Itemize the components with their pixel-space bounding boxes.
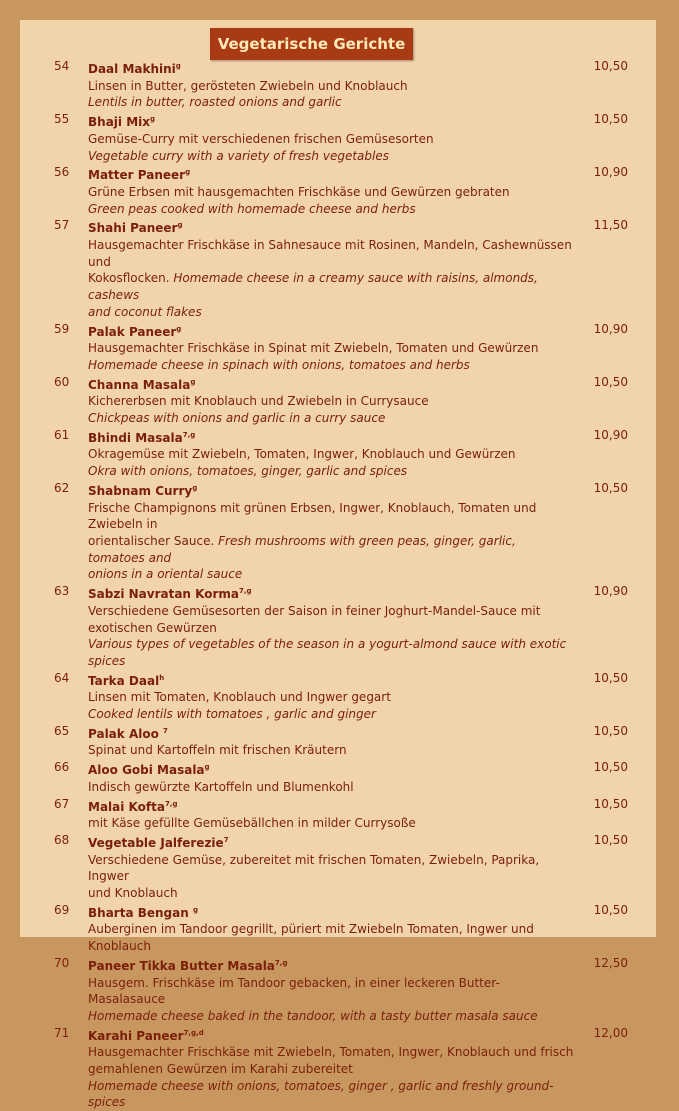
item-price: 10,50 xyxy=(593,480,628,495)
description-german: Frische Champignons mit grünen Erbsen, Ingwer, Knoblauch, Tomaten und Zwiebeln in xyxy=(88,500,537,532)
item-body xyxy=(88,217,576,320)
menu-item xyxy=(20,321,656,374)
item-price: 11,50 xyxy=(593,218,628,233)
item-body xyxy=(88,759,576,795)
description-english: Homemade cheese with onions, tomatoes, ginger , garlic and freshly ground-spices xyxy=(88,1078,554,1110)
description-german: Auberginen im Tandoor gegrillt, püriert mit Zwiebeln Tomaten, Ingwer und Knoblauch xyxy=(88,922,534,954)
item-price: 10,50 xyxy=(593,796,628,811)
description-line xyxy=(88,446,576,463)
item-body xyxy=(88,902,576,955)
menu-item xyxy=(20,164,656,217)
menu-item xyxy=(20,902,656,955)
description-german: mit Käse gefüllte Gemüsebällchen in milder Currysoße xyxy=(88,816,416,831)
item-body xyxy=(88,583,576,670)
description-line xyxy=(88,706,576,723)
item-name: Shabnam Curry xyxy=(88,483,193,498)
description-line xyxy=(88,94,576,111)
allergen-codes: 7,g xyxy=(239,587,252,596)
item-body xyxy=(88,58,576,111)
description-english: Chickpeas with onions and garlic in a curry sauce xyxy=(88,411,386,426)
item-body xyxy=(88,321,576,374)
item-body xyxy=(88,374,576,427)
item-name: Channa Masala xyxy=(88,377,191,392)
menu-item xyxy=(20,480,656,583)
item-name: Vegetable Jalferezie xyxy=(88,835,224,850)
item-number: 70 xyxy=(54,955,70,970)
item-name: Karahi Paneer xyxy=(88,1028,184,1043)
allergen-codes: 7,g xyxy=(182,430,196,439)
item-number: 63 xyxy=(54,584,70,599)
item-price: 10,50 xyxy=(593,832,628,847)
item-name: Paneer Tikka Butter Masala xyxy=(88,958,275,973)
description-line xyxy=(88,270,576,303)
allergen-codes: g xyxy=(204,763,210,772)
description-german: Linsen mit Tomaten, Knoblauch und Ingwer gegart xyxy=(88,690,391,705)
item-price: 10,90 xyxy=(593,321,628,336)
item-body xyxy=(88,480,576,583)
item-number: 57 xyxy=(54,218,70,233)
item-name: Bharta Bengan xyxy=(88,905,193,920)
item-name-line xyxy=(88,480,576,500)
item-number: 61 xyxy=(54,427,70,442)
description-german: Indisch gewürzte Kartoffeln und Blumenkohl xyxy=(88,779,354,794)
item-price: 10,50 xyxy=(593,723,628,738)
item-body xyxy=(88,832,576,902)
item-number: 60 xyxy=(54,374,70,389)
allergen-codes: h xyxy=(159,673,165,682)
item-number: 56 xyxy=(54,165,70,180)
description-line xyxy=(88,237,576,270)
menu-item xyxy=(20,58,656,111)
description-english: and coconut flakes xyxy=(88,304,202,319)
description-line xyxy=(88,636,576,669)
menu-item xyxy=(20,832,656,902)
item-name: Sabzi Navratan Korma xyxy=(88,587,239,602)
allergen-codes: 7,g,d xyxy=(183,1028,204,1037)
menu-item xyxy=(20,670,656,723)
description-german: exotischen Gewürzen xyxy=(88,620,217,635)
description-line xyxy=(88,620,576,637)
item-name-line xyxy=(88,111,576,131)
allergen-codes: 7,g xyxy=(274,958,288,967)
allergen-codes: g xyxy=(192,483,198,492)
description-english: onions in a oriental sauce xyxy=(88,567,243,582)
description-english: Cooked lentils with tomatoes , garlic and ginger xyxy=(88,707,376,722)
item-price: 10,50 xyxy=(593,760,628,775)
menu-item xyxy=(20,217,656,320)
description-line xyxy=(88,201,576,218)
item-name: Shahi Paneer xyxy=(88,221,178,236)
item-number: 54 xyxy=(54,59,70,73)
allergen-codes: 7 xyxy=(223,835,229,844)
item-name-line xyxy=(88,58,576,78)
menu-item xyxy=(20,427,656,480)
item-price: 12,50 xyxy=(593,955,628,970)
item-number: 59 xyxy=(54,321,70,336)
item-name-line xyxy=(88,217,576,237)
description-german: Okragemüse mit Zwiebeln, Tomaten, Ingwer, Knoblauch und Gewürzen xyxy=(88,447,516,462)
description-english: Various types of vegetables of the season in a yogurt-almond sauce with exotic spices xyxy=(88,637,567,668)
description-german: Linsen in Butter, gerösteten Zwiebeln und Knoblauch xyxy=(88,78,408,93)
item-name: Bhindi Masala xyxy=(88,430,183,445)
item-name-line xyxy=(88,374,576,394)
item-number: 69 xyxy=(54,902,70,917)
description-line xyxy=(88,533,576,566)
item-number: 66 xyxy=(54,760,70,775)
allergen-codes: g xyxy=(175,62,181,70)
menu-list xyxy=(20,58,656,1111)
description-line xyxy=(88,1078,576,1111)
allergen-codes: g xyxy=(190,377,196,386)
description-english: Homemade cheese in spinach with onions, tomatoes and herbs xyxy=(88,357,470,372)
item-name-line xyxy=(88,164,576,184)
item-body xyxy=(88,164,576,217)
menu-item xyxy=(20,374,656,427)
item-price: 10,50 xyxy=(593,59,628,73)
description-line xyxy=(88,340,576,357)
menu-item xyxy=(20,723,656,759)
description-line xyxy=(88,463,576,480)
menu-page xyxy=(20,20,656,1110)
description-line xyxy=(88,500,576,533)
item-number: 64 xyxy=(54,670,70,685)
description-german: Spinat und Kartoffeln mit frischen Kräutern xyxy=(88,743,347,758)
menu-item xyxy=(20,759,656,795)
item-body xyxy=(88,955,576,1025)
description-line xyxy=(88,148,576,165)
menu-item xyxy=(20,1025,656,1111)
description-english: Green peas cooked with homemade cheese and herbs xyxy=(88,201,416,216)
description-english: Vegetable curry with a variety of fresh vegetables xyxy=(88,148,389,163)
allergen-codes: 7,g xyxy=(164,799,178,808)
item-price: 10,90 xyxy=(593,427,628,442)
allergen-codes: 7 xyxy=(163,726,168,735)
item-body xyxy=(88,796,576,832)
item-price: 10,90 xyxy=(593,165,628,180)
item-body xyxy=(88,670,576,723)
item-name-line xyxy=(88,723,576,743)
item-name-line xyxy=(88,955,576,975)
item-name-line xyxy=(88,902,576,922)
description-english: Fresh mushrooms with green peas, ginger, garlic, tomatoes and xyxy=(88,533,516,565)
item-name-line xyxy=(88,832,576,852)
description-english: Okra with onions, tomatoes, ginger, garlic and spices xyxy=(88,464,408,479)
description-line xyxy=(88,410,576,427)
allergen-codes: g xyxy=(192,905,198,914)
item-number: 65 xyxy=(54,723,70,738)
description-line xyxy=(88,566,576,583)
description-line xyxy=(88,975,576,1008)
allergen-codes: g xyxy=(150,115,156,124)
description-english: Homemade cheese baked in the tandoor, with a tasty butter masala sauce xyxy=(88,1008,538,1023)
item-price: 10,90 xyxy=(593,584,628,599)
description-line xyxy=(88,393,576,410)
item-name: Palak Aloo xyxy=(88,726,164,741)
description-line xyxy=(88,131,576,148)
description-line xyxy=(88,921,576,954)
description-line xyxy=(88,1008,576,1025)
item-name: Daal Makhini xyxy=(88,62,176,76)
allergen-codes: g xyxy=(185,168,191,177)
item-body xyxy=(88,723,576,759)
description-line xyxy=(88,603,576,620)
menu-item xyxy=(20,796,656,832)
item-price: 10,50 xyxy=(593,112,628,127)
description-german: Kichererbsen mit Knoblauch und Zwiebeln in Currysauce xyxy=(88,394,429,409)
description-line xyxy=(88,1044,576,1061)
item-name: Tarka Daal xyxy=(88,673,160,688)
allergen-codes: g xyxy=(177,221,183,230)
description-german: gemahlenen Gewürzen im Karahi zubereitet xyxy=(88,1062,353,1077)
item-name-line xyxy=(88,796,576,816)
description-line xyxy=(88,742,576,759)
description-line xyxy=(88,852,576,885)
menu-item xyxy=(20,583,656,670)
item-name-line xyxy=(88,583,576,603)
menu-item xyxy=(20,955,656,1025)
item-name-line xyxy=(88,759,576,779)
item-name: Palak Paneer xyxy=(88,324,177,339)
description-line xyxy=(88,1061,576,1078)
item-name: Matter Paneer xyxy=(88,168,186,183)
item-number: 68 xyxy=(54,832,70,847)
description-german: Hausgemachter Frischkäse mit Zwiebeln, Tomaten, Ingwer, Knoblauch und frisch xyxy=(88,1045,574,1060)
description-line xyxy=(88,304,576,321)
description-line xyxy=(88,689,576,706)
item-number: 55 xyxy=(54,112,70,127)
description-english: Homemade cheese in a creamy sauce with raisins, almonds, cashews xyxy=(88,271,538,303)
item-price: 12,00 xyxy=(593,1025,628,1040)
menu-item xyxy=(20,111,656,164)
description-line xyxy=(88,885,576,902)
description-german: Hausgem. Frischkäse im Tandoor gebacken, in einer leckeren Butter-Masalasauce xyxy=(88,975,500,1007)
description-english: Lentils in butter, roasted onions and garlic xyxy=(88,95,342,110)
description-german: Hausgemachter Frischkäse in Spinat mit Zwiebeln, Tomaten und Gewürzen xyxy=(88,341,539,356)
item-body xyxy=(88,1025,576,1111)
description-german: Kokosflocken. xyxy=(88,271,174,286)
description-line xyxy=(88,78,576,95)
allergen-codes: g xyxy=(176,324,182,333)
item-price: 10,50 xyxy=(593,902,628,917)
item-name-line xyxy=(88,1025,576,1045)
description-line xyxy=(88,815,576,832)
item-name: Aloo Gobi Masala xyxy=(88,763,205,778)
item-name: Malai Kofta xyxy=(88,799,165,814)
item-price: 10,50 xyxy=(593,374,628,389)
description-german: Verschiedene Gemüse, zubereitet mit frischen Tomaten, Zwiebeln, Paprika, Ingwer xyxy=(88,852,540,884)
description-line xyxy=(88,357,576,374)
item-name-line xyxy=(88,670,576,690)
item-number: 71 xyxy=(54,1025,70,1040)
item-body xyxy=(88,111,576,164)
description-line xyxy=(88,779,576,796)
item-name-line xyxy=(88,427,576,447)
description-line xyxy=(88,184,576,201)
item-name: Bhaji Mix xyxy=(88,115,150,130)
description-german: Gemüse-Curry mit verschiedenen frischen Gemüsesorten xyxy=(88,131,434,146)
description-german: Verschiedene Gemüsesorten der Saison in feiner Joghurt-Mandel-Sauce mit xyxy=(88,603,541,618)
description-german: orientalischer Sauce. xyxy=(88,533,219,548)
description-german: Grüne Erbsen mit hausgemachten Frischkäse und Gewürzen gebraten xyxy=(88,184,510,199)
item-body xyxy=(88,427,576,480)
item-price: 10,50 xyxy=(593,670,628,685)
item-name-line xyxy=(88,321,576,341)
description-german: Hausgemachter Frischkäse in Sahnesauce mit Rosinen, Mandeln, Cashewnüssen und xyxy=(88,238,572,269)
item-number: 67 xyxy=(54,796,70,811)
section-title: Vegetarische Gerichte xyxy=(210,28,413,60)
description-german: und Knoblauch xyxy=(88,886,178,901)
item-number: 62 xyxy=(54,480,70,495)
